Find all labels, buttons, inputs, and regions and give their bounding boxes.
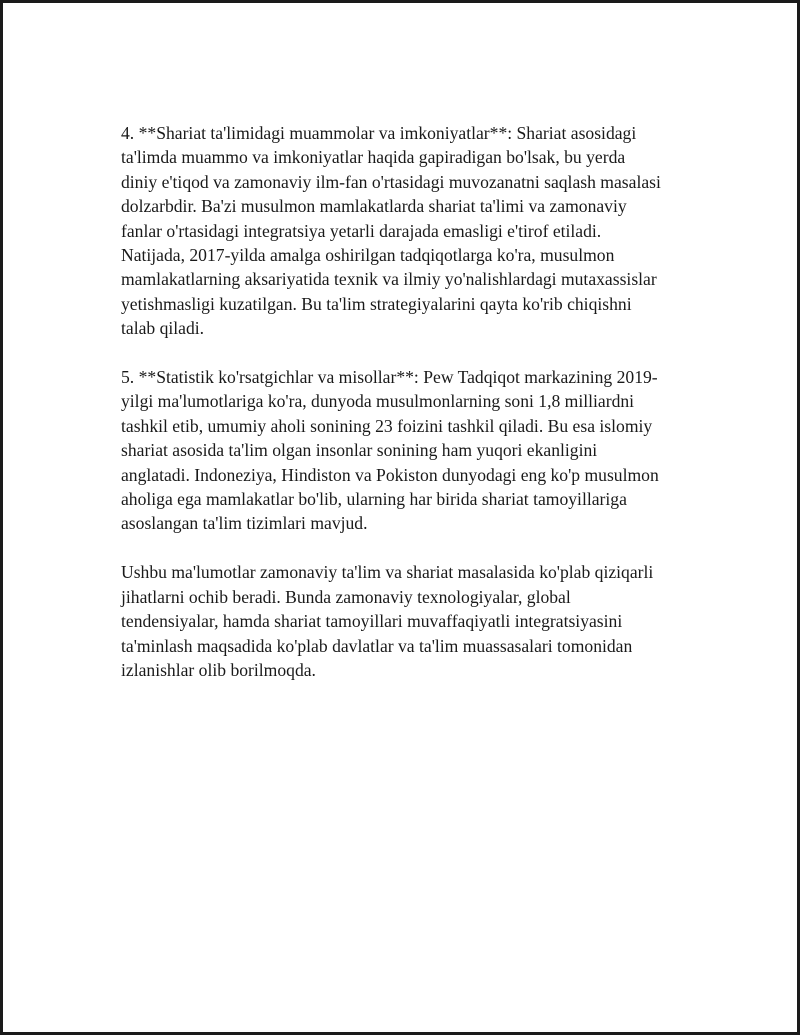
- text-line: tashkil etib, umumiy aholi sonining 23 foizini tashkil qiladi. Bu esa islomiy: [121, 415, 653, 436]
- text-line: Ushbu ma'lumotlar zamonaviy ta'lim va shariat masalasida ko'plab qiziqarli: [121, 562, 654, 583]
- text-line: 4. **Shariat ta'limidagi muammolar va imkoniyatlar**: Shariat asosidagi: [121, 123, 637, 143]
- text-line: izlanishlar olib borilmoqda.: [121, 659, 316, 680]
- text-line: yilgi ma'lumotlariga ko'ra, dunyoda musulmonlarning soni 1,8 milliardni: [121, 391, 635, 412]
- text-line: jihatlarni ochib beradi. Bunda zamonaviy texnologiyalar, global: [121, 586, 571, 607]
- text-line: asoslangan ta'lim tizimlari mavjud.: [121, 513, 368, 534]
- text-line: fanlar o'rtasidagi integratsiya yetarli darajada emasligi e'tirof etiladi.: [121, 220, 602, 241]
- paragraph-conclusion: [121, 560, 691, 682]
- text-line: anglatadi. Indoneziya, Hindiston va Pokiston dunyodagi eng ko'p musulmon: [121, 464, 659, 485]
- text-line: ta'minlash maqsadida ko'plab davlatlar va ta'lim muassasalari tomonidan: [121, 635, 633, 656]
- page-content: [121, 121, 691, 707]
- text-line: shariat asosida ta'lim olgan insonlar sonining ham yuqori ekanligini: [121, 440, 598, 461]
- text-line: Natijada, 2017-yilda amalga oshirilgan tadqiqotlarga ko'ra, musulmon: [121, 245, 615, 266]
- text-line: diniy e'tiqod va zamonaviy ilm-fan o'rtasidagi muvozanatni saqlash masalasi: [121, 171, 661, 192]
- text-line: yetishmasligi kuzatilgan. Bu ta'lim strategiyalarini qayta ko'rib chiqishni: [121, 293, 632, 314]
- text-line: mamlakatlarning aksariyatida texnik va ilmiy yo'nalishlardagi mutaxassislar: [121, 269, 657, 290]
- text-line: ta'limda muammo va imkoniyatlar haqida gapiradigan bo'lsak, bu yerda: [121, 147, 626, 168]
- paragraph-shariat-education: [121, 121, 691, 341]
- text-line: tendensiyalar, hamda shariat tamoyillari muvaffaqiyatli integratsiyasini: [121, 611, 623, 632]
- paragraph-statistics: [121, 365, 691, 536]
- text-line: talab qiladi.: [121, 318, 205, 339]
- text-line: 5. **Statistik ko'rsatgichlar va misollar**: Pew Tadqiqot markazining 2019-: [121, 367, 658, 388]
- text-line: dolzarbdir. Ba'zi musulmon mamlakatlarda shariat ta'limi va zamonaviy: [121, 196, 627, 217]
- text-line: aholiga ega mamlakatlar bo'lib, ularning har birida shariat tamoyillariga: [121, 489, 627, 510]
